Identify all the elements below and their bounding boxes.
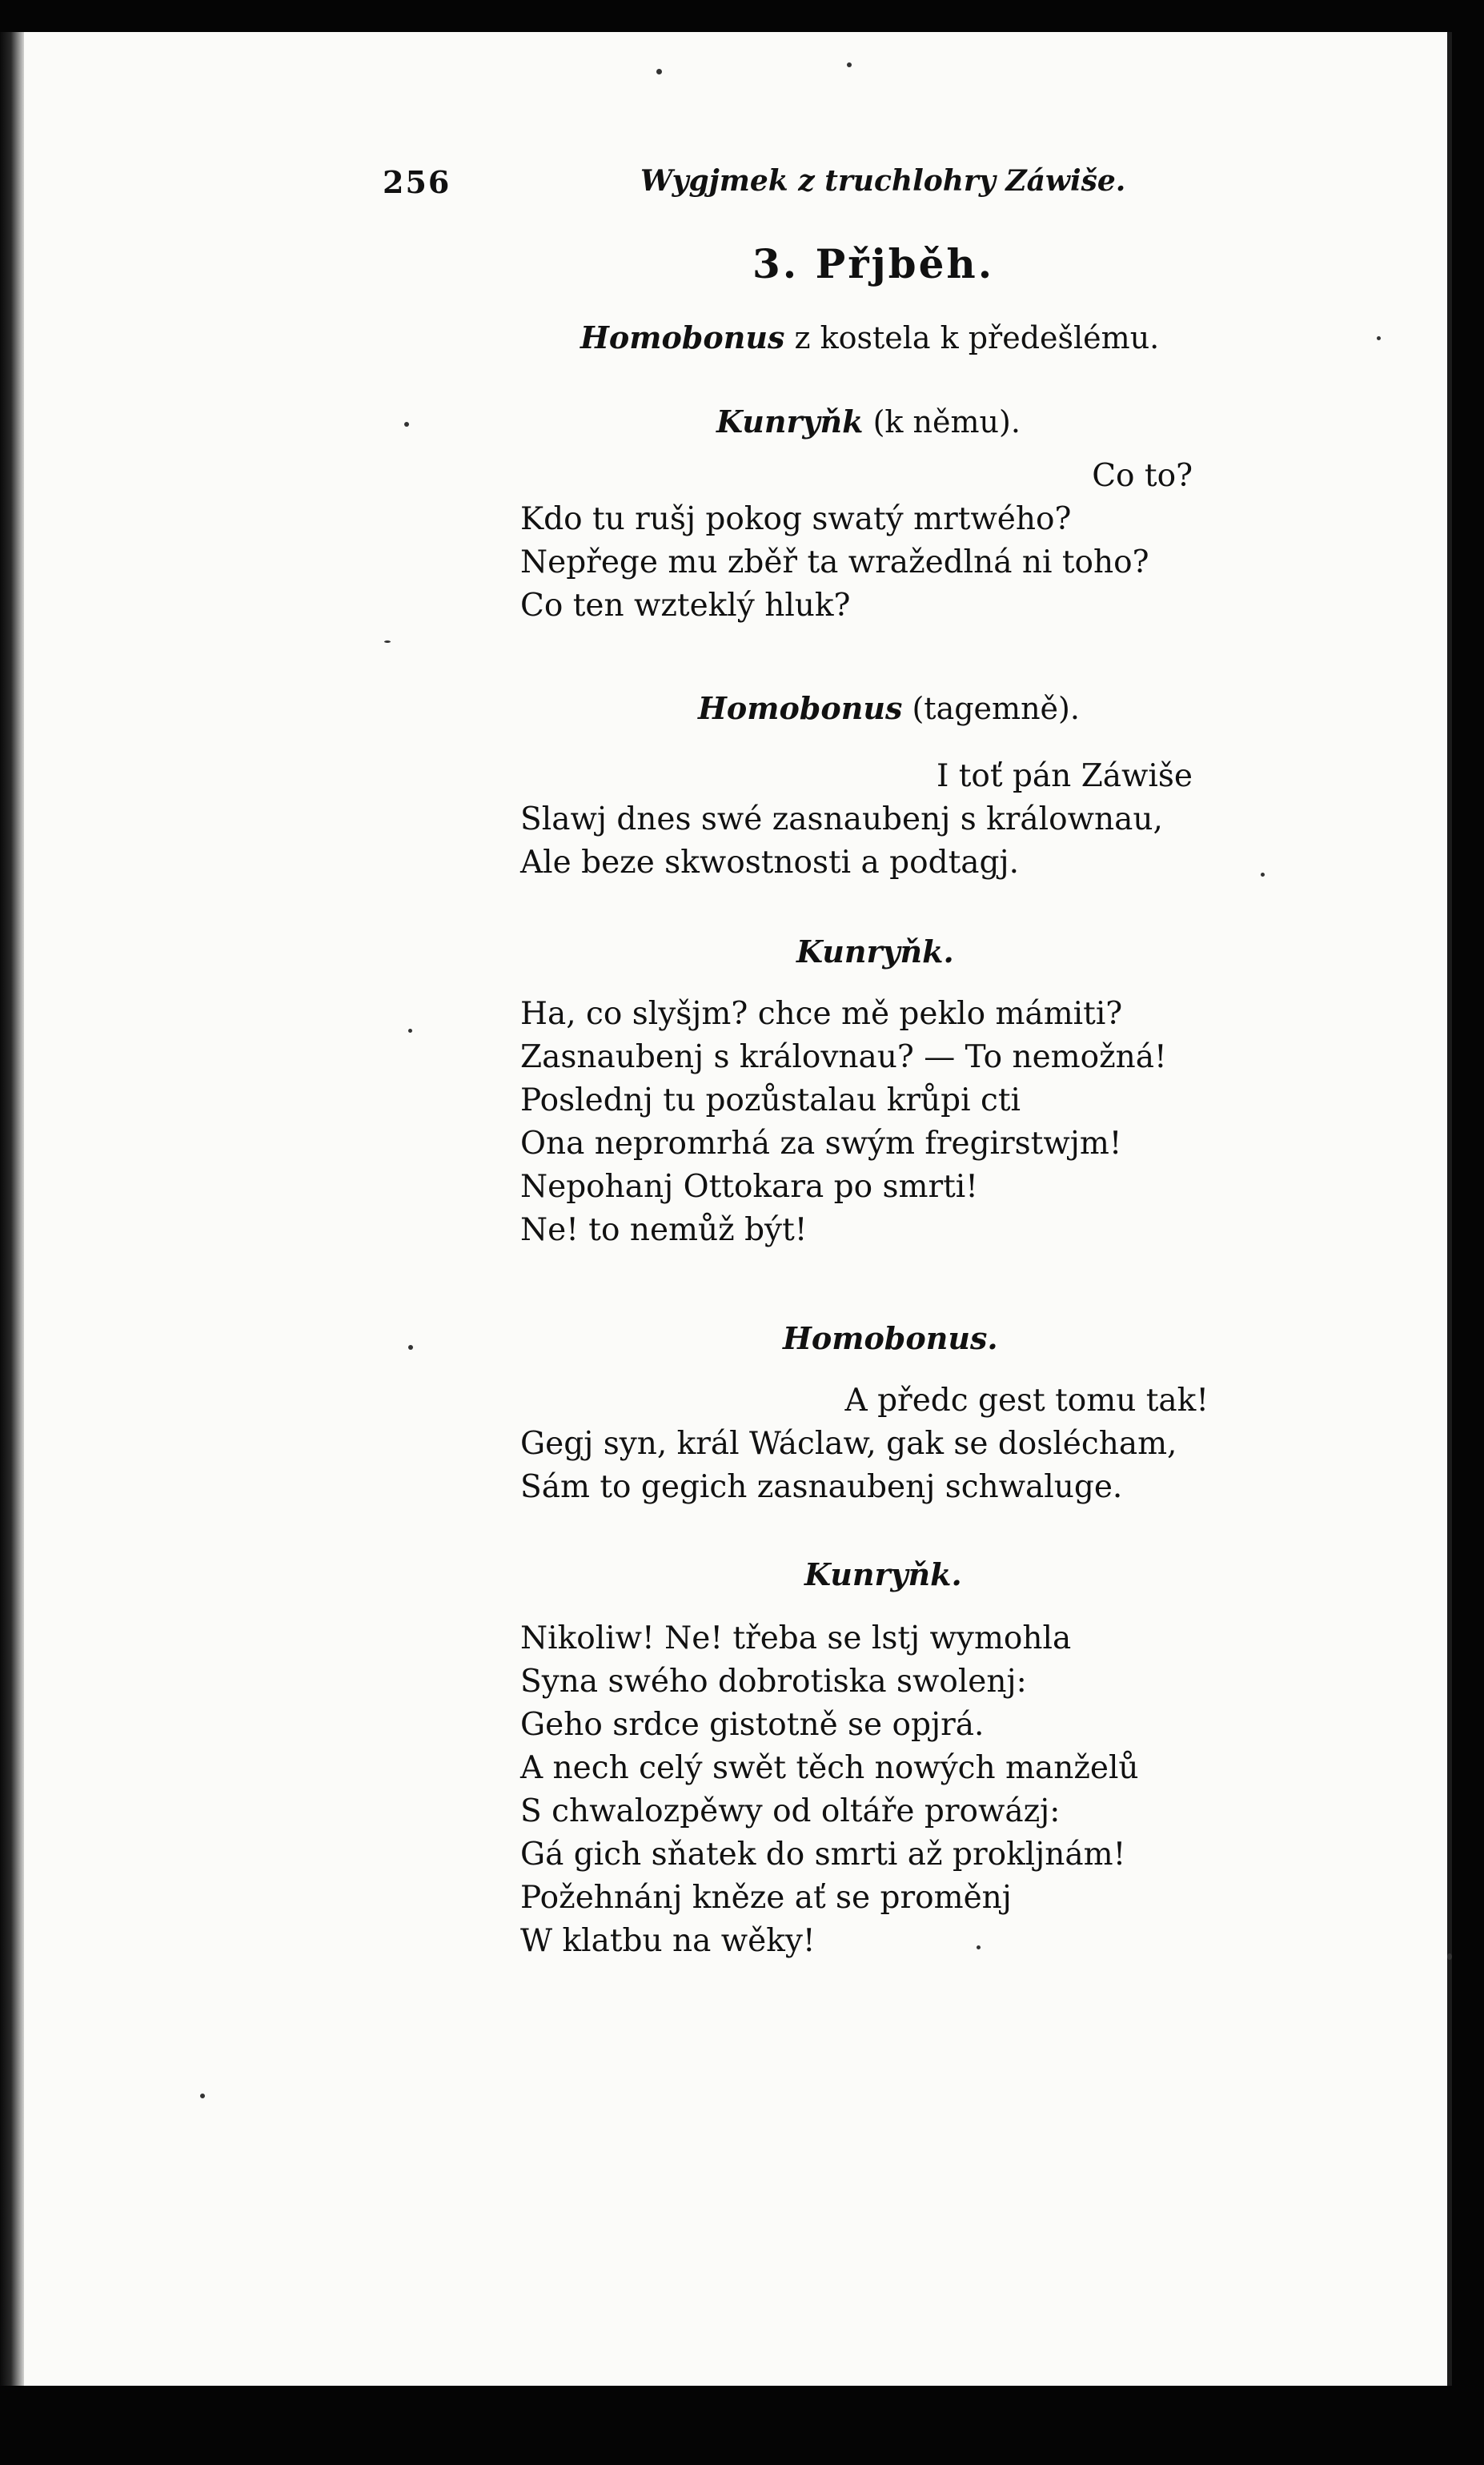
speaker-name: Kunryňk <box>716 403 864 440</box>
speech5-speaker-line <box>804 1553 1477 1596</box>
verse-line: Kdo tu rušj pokog swatý mrtwého? <box>520 501 1072 537</box>
verse-line: A nech celý swět těch nowých manželů <box>520 1750 1139 1786</box>
speech1-verses <box>520 455 1193 628</box>
verse-line: Ha, co slyšjm? chce mě peklo mámiti? <box>520 996 1123 1032</box>
speech2-speaker-line <box>698 687 1370 730</box>
verse-line: Slawj dnes swé zasnaubenj s králownau, <box>520 801 1163 837</box>
verse-line: Zasnaubenj s královnau? — To nemožná! <box>520 1039 1167 1075</box>
speech1-speaker-line <box>716 400 1389 444</box>
verse-line: I toť pán Záwiše <box>936 758 1193 794</box>
verse-line: Ona nepromrhá za swým fregirstwjm! <box>520 1126 1122 1162</box>
verse-line: Nepohanj Ottokara po smrti! <box>520 1169 978 1205</box>
speaker-name: Kunryňk. <box>796 933 954 970</box>
verse-line: Ale beze skwostnosti a podtagj. <box>520 845 1019 881</box>
verse-line: Ne! to nemůž být! <box>520 1212 808 1248</box>
page-number: 256 <box>383 164 451 200</box>
speech3-verses <box>520 993 1193 1252</box>
verse-line: Sám to gegich zasnaubenj schwaluge. <box>520 1469 1123 1505</box>
speech4-speaker-line <box>783 1317 1455 1360</box>
verse-line: Gá gich sňatek do smrti až prokljnám! <box>520 1837 1126 1873</box>
running-title: Wygjmek z truchlohry Záwiše. <box>640 164 1126 198</box>
verse-line: Syna swého dobrotiska swolenj: <box>520 1664 1027 1700</box>
speaker-name: Homobonus. <box>783 1320 998 1356</box>
speaker-direction: (tagemně). <box>912 691 1080 726</box>
verse-line: Gegj syn, král Wáclaw, gak se doslécham, <box>520 1426 1177 1462</box>
verse-line: Požehnánj kněze ať se proměnj <box>520 1880 1012 1916</box>
stage-direction <box>580 316 1253 359</box>
speech2-verses <box>520 755 1193 885</box>
stage-direction-text: z kostela k předešlému. <box>794 320 1160 355</box>
verse-line: S chwalozpěwy od oltáře prowázj: <box>520 1793 1061 1829</box>
speaker-name: Kunryňk. <box>804 1556 962 1592</box>
verse-line: Co to? <box>1092 458 1193 494</box>
speaker-direction: (k němu). <box>872 404 1021 440</box>
verse-line: Nikoliw! Ne! třeba se lstj wymohla <box>520 1620 1072 1656</box>
page-edge-shadow <box>0 32 27 2386</box>
speech3-speaker-line <box>796 930 1469 974</box>
speech4-verses <box>520 1379 1209 1509</box>
speech5-verses <box>520 1617 1193 1963</box>
speaker-name: Homobonus <box>698 690 903 726</box>
verse-line: Nepřege mu zběř ta wražedlná ni toho? <box>520 544 1149 580</box>
stage-direction-name: Homobonus <box>580 319 785 355</box>
verse-line: Co ten wzteklý hluk? <box>520 588 851 624</box>
verse-line: A předc gest tomu tak! <box>844 1383 1209 1419</box>
verse-line: Geho srdce gistotně se opjrá. <box>520 1707 985 1743</box>
scene-title: 3. Přjběh. <box>752 240 995 287</box>
verse-line: Poslednj tu pozůstalau krůpi cti <box>520 1082 1021 1118</box>
verse-line: W klatbu na wěky! <box>520 1923 816 1959</box>
